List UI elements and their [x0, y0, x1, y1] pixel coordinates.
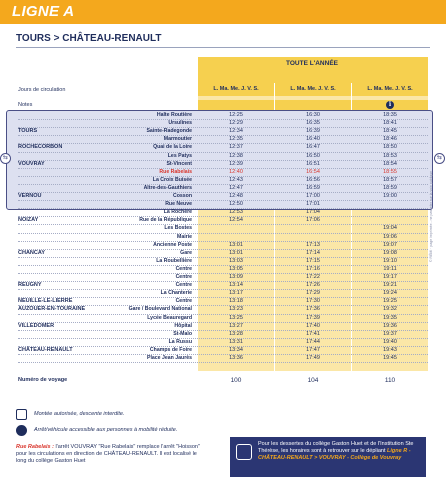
- departure-time: 17:49: [306, 355, 320, 361]
- boarding-only-icon: [16, 409, 27, 420]
- trip-number-2: 104: [307, 377, 319, 384]
- days-value-3: L. Ma. Me. J. V. S.: [367, 86, 413, 92]
- departure-time: 19:45: [383, 355, 397, 361]
- departure-time: 19:37: [383, 330, 397, 337]
- school-info-box: [230, 437, 426, 477]
- departure-time: 13:23: [229, 306, 243, 313]
- departure-time: 17:16: [306, 265, 320, 272]
- stop-name: Ancienne Poste: [153, 241, 192, 248]
- departure-time: 16:40: [306, 136, 320, 143]
- town-name: NEUILLE-LE-LIERRE: [18, 298, 73, 305]
- departure-time: 18:50: [383, 144, 397, 151]
- departure-time: 16:39: [306, 128, 320, 135]
- departure-time: 16:47: [306, 144, 320, 151]
- trip-number-label: Numéro de voyage: [18, 377, 68, 383]
- town-name: NOIZAY: [18, 217, 39, 224]
- departure-time: 13:01: [229, 241, 243, 248]
- departure-time: 12:29: [229, 120, 243, 127]
- departure-time: 16:30: [306, 112, 320, 118]
- accessibility-icon: [16, 425, 27, 436]
- departure-time: 12:35: [229, 136, 243, 143]
- town-name: VILLEDOMER: [18, 322, 55, 329]
- trip-number-3: 110: [384, 377, 396, 384]
- departure-time: 12:48: [229, 193, 243, 199]
- departure-time: 18:53: [383, 152, 397, 159]
- legend-note-text: l'arrêt VOUVRAY "Rue Rabelais" remplace l'arrêt "Hoisson" pour les circulations en direction de CHÂTEAU-RENAULT. Il est localisé le long du collège Gaston Huet: [16, 444, 200, 464]
- departure-time: 16:54: [306, 168, 320, 175]
- stop-name: Place Jean Jaurès: [147, 355, 192, 361]
- departure-time: 12:39: [229, 160, 243, 167]
- info-box-link[interactable]: Ligne R - CHÂTEAU-RENAULT > VOUVRAY - Collège de Vouvray: [258, 448, 411, 461]
- print-credit: © RÉMI · page imprimée - ne pas jeter sur la voie publique: [429, 170, 433, 262]
- bus-left-icon: ⇆: [0, 153, 11, 164]
- departure-time: 12:47: [229, 184, 243, 191]
- stop-name: St-Malo: [173, 330, 192, 337]
- departure-time: 13:03: [229, 257, 243, 264]
- stop-name: Altre-des-Gauthiers: [143, 184, 192, 191]
- line-header: [0, 0, 446, 24]
- stop-name: Centre: [175, 282, 192, 289]
- stop-name: Marmoutier: [163, 136, 192, 143]
- departure-time: 19:08: [383, 249, 397, 256]
- departure-time: 12:43: [229, 176, 243, 183]
- period-label: TOUTE L'ANNÉE: [286, 60, 338, 67]
- departure-time: 19:43: [383, 346, 397, 353]
- departure-time: 19:36: [383, 322, 397, 329]
- stop-name: Hôpital: [174, 322, 192, 329]
- departure-time: 18:55: [383, 168, 397, 175]
- stop-name: Champs de Foire: [149, 346, 192, 353]
- town-name: AUZOUER-EN-TOURAINE: [18, 306, 86, 313]
- stop-name: Gare: [180, 249, 192, 256]
- departure-time: 18:41: [383, 120, 397, 127]
- stop-name: Sainte-Radegonde: [146, 128, 192, 135]
- departure-time: 19:04: [383, 225, 397, 232]
- stop-name: La Roubellière: [156, 257, 192, 264]
- departure-time: 12:50: [229, 201, 243, 208]
- legend-note-title: Rue Rabelais :: [16, 444, 54, 450]
- departure-time: 19:24: [383, 290, 397, 297]
- departure-time: 13:01: [229, 249, 243, 256]
- stop-name: Rue de la République: [139, 217, 192, 224]
- departure-time: 18:57: [383, 176, 397, 183]
- departure-time: 19:10: [383, 257, 397, 264]
- stop-name: Ursulines: [168, 120, 192, 127]
- departure-time: 13:25: [229, 314, 243, 321]
- departure-time: 12:54: [229, 217, 243, 224]
- row-divider: [18, 362, 428, 363]
- departure-time: 17:01: [306, 201, 320, 208]
- stop-name: Rue Rabelais: [159, 168, 192, 175]
- stop-name: La Croix Buisée: [152, 176, 192, 183]
- departure-time: 19:07: [383, 241, 397, 248]
- departure-time: 13:34: [229, 346, 243, 353]
- stop-name: Centre: [175, 265, 192, 272]
- departure-time: 13:36: [229, 355, 243, 361]
- departure-time: 17:04: [306, 209, 320, 216]
- bus-right-icon: ⇆: [434, 153, 445, 164]
- notes-cell-2: [275, 100, 351, 110]
- town-name: CHÂTEAU-RENAULT: [18, 346, 73, 353]
- departure-time: 13:31: [229, 338, 243, 345]
- legend-accessibility: Arrêt/véhicule accessible aux personnes à mobilité réduite.: [34, 427, 178, 433]
- notes-cell-1: [198, 100, 274, 110]
- stop-name: Quai de la Loire: [153, 144, 192, 151]
- departure-time: 16:35: [306, 120, 320, 127]
- departure-time: 17:00: [306, 193, 320, 199]
- stop-name: Les Bostes: [164, 225, 192, 232]
- route-title: TOURS > CHÂTEAU-RENAULT: [16, 33, 162, 44]
- route-divider: [16, 47, 430, 48]
- departure-time: 13:09: [229, 274, 243, 280]
- departure-time: 19:25: [383, 298, 397, 305]
- departure-time: 12:38: [229, 152, 243, 159]
- departure-time: 19:00: [383, 193, 397, 199]
- stop-name: Les Patys: [167, 152, 192, 159]
- days-value-1: L. Ma. Me. J. V. S.: [213, 86, 259, 92]
- legend-boarding-only: Montée autorisée, descente interdite.: [34, 411, 125, 417]
- departure-time: 17:29: [306, 290, 320, 297]
- departure-time: 13:18: [229, 298, 243, 305]
- departure-time: 17:15: [306, 257, 320, 264]
- town-name: VOUVRAY: [18, 160, 45, 167]
- departure-time: 17:22: [306, 274, 320, 280]
- departure-time: 12:37: [229, 144, 243, 151]
- departure-time: 18:45: [383, 128, 397, 135]
- departure-time: 17:26: [306, 282, 320, 289]
- days-label: Jours de circulation: [18, 87, 66, 93]
- stop-name: Centre: [175, 274, 192, 280]
- notes-label: Notes: [18, 102, 33, 108]
- departure-time: 18:46: [383, 136, 397, 143]
- stop-name: Cosson: [172, 193, 192, 199]
- town-name: ROCHECORBON: [18, 144, 63, 151]
- stop-name: La Rochère: [163, 209, 192, 216]
- stop-name: La Russu: [168, 338, 192, 345]
- stop-name: La Chanterie: [160, 290, 192, 297]
- info-box-text: Pour les dessertes du collège Gaston Huet et de l'Institution Ste Thérèse, les horaires sont à retrouver sur le dépliant: [258, 441, 414, 454]
- departure-time: 19:32: [383, 306, 397, 313]
- departure-time: 18:59: [383, 184, 397, 191]
- departure-time: 18:54: [383, 160, 397, 167]
- departure-time: 16:51: [306, 160, 320, 167]
- days-value-2: L. Ma. Me. J. V. S.: [290, 86, 336, 92]
- departure-time: 19:17: [383, 274, 397, 280]
- stop-name: St-Vincent: [166, 160, 192, 167]
- departure-time: 18:35: [383, 112, 397, 118]
- departure-time: 16:56: [306, 176, 320, 183]
- town-name: CHANCAY: [18, 249, 45, 256]
- departure-time: 12:53: [229, 209, 243, 216]
- info-icon: i: [386, 101, 394, 109]
- departure-time: 13:27: [229, 322, 243, 329]
- departure-time: 19:35: [383, 314, 397, 321]
- stop-name: Halte Routière: [156, 112, 192, 118]
- departure-time: 17:30: [306, 298, 320, 305]
- trip-number-1: 100: [230, 377, 242, 384]
- departure-time: 12:25: [229, 112, 243, 118]
- departure-time: 13:14: [229, 282, 243, 289]
- bus-icon: [236, 444, 252, 460]
- town-name: REUGNY: [18, 282, 42, 289]
- departure-time: 19:21: [383, 282, 397, 289]
- stop-name: Lycée Beauregard: [147, 314, 192, 321]
- departure-time: 17:44: [306, 338, 320, 345]
- departure-time: 17:06: [306, 217, 320, 224]
- town-name: TOURS: [18, 128, 38, 135]
- departure-time: 17:13: [306, 241, 320, 248]
- line-name: LIGNE A: [12, 3, 75, 20]
- departure-time: 17:40: [306, 322, 320, 329]
- departure-time: 13:05: [229, 265, 243, 272]
- legend-note: [16, 444, 206, 465]
- departure-time: 19:11: [383, 265, 397, 272]
- stop-name: Rue Neuve: [165, 201, 192, 208]
- departure-time: 12:40: [229, 168, 243, 175]
- departure-time: 17:36: [306, 306, 320, 313]
- departure-time: 19:06: [383, 233, 397, 240]
- departure-time: 17:39: [306, 314, 320, 321]
- departure-time: 17:14: [306, 249, 320, 256]
- stop-name: Mairie: [177, 233, 192, 240]
- departure-time: 16:59: [306, 184, 320, 191]
- stop-name: Centre: [175, 298, 192, 305]
- departure-time: 17:41: [306, 330, 320, 337]
- departure-time: 12:34: [229, 128, 243, 135]
- town-name: VERNOU: [18, 193, 42, 199]
- departure-time: 19:40: [383, 338, 397, 345]
- departure-time: 17:47: [306, 346, 320, 353]
- departure-time: 16:50: [306, 152, 320, 159]
- stop-name: Gare / Boulevard National: [128, 306, 192, 313]
- departure-time: 13:28: [229, 330, 243, 337]
- departure-time: 13:17: [229, 290, 243, 297]
